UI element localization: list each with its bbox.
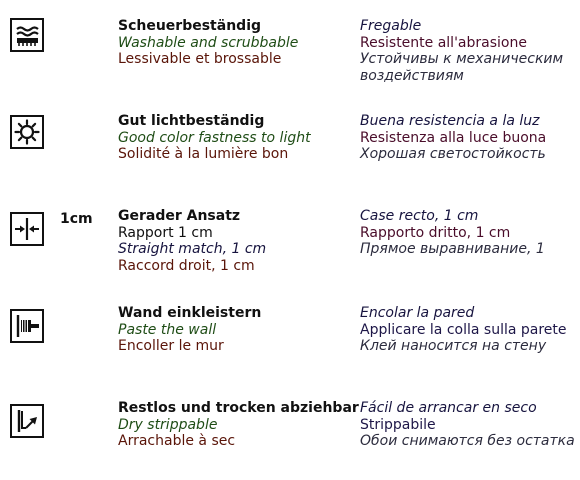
match-offset-label: 1cm xyxy=(60,211,93,227)
symbol-row-paste-wall xyxy=(0,305,580,385)
washable-scrubbable-icon xyxy=(10,18,44,52)
text-column-de-en-fr xyxy=(118,113,358,163)
text-column-de-en-fr xyxy=(118,208,358,274)
label-es: Buena resistencia a la luz xyxy=(360,113,540,129)
label-de: Wand einkleistern xyxy=(118,305,262,321)
text-column-de-en-fr xyxy=(118,305,358,355)
text-column-es-it-ru xyxy=(360,18,578,84)
label-fr: Encoller le mur xyxy=(118,338,224,354)
label-en: Washable and scrubbable xyxy=(118,34,299,51)
label-ru-cont: воздействиям xyxy=(360,67,464,84)
label-it: Applicare la colla sulla parete xyxy=(360,321,567,338)
label-fr: Lessivable et brossable xyxy=(118,51,282,67)
straight-match-icon xyxy=(10,212,44,246)
symbol-row-washable xyxy=(0,18,580,98)
label-ru: Обои снимаются без остатка xyxy=(360,433,575,449)
label-fr: Raccord droit, 1 cm xyxy=(118,257,255,274)
symbol-row-straight-match xyxy=(0,208,580,288)
label-fr: Arrachable à sec xyxy=(118,433,236,449)
label-es: Fácil de arrancar en seco xyxy=(360,400,537,416)
dry-strippable-icon xyxy=(10,404,44,438)
label-en: Dry strippable xyxy=(118,416,218,433)
label-it: Resistente all'abrasione xyxy=(360,34,527,51)
text-column-es-it-ru xyxy=(360,400,578,450)
label-en: Straight match, 1 cm xyxy=(118,241,267,257)
sun-lightfast-icon xyxy=(10,115,44,149)
symbol-row-lightfast xyxy=(0,113,580,193)
paste-the-wall-icon xyxy=(10,309,44,343)
text-column-es-it-ru xyxy=(360,208,578,258)
text-column-es-it-ru xyxy=(360,113,578,163)
label-es: Encolar la pared xyxy=(360,305,475,321)
label-de: Restlos und trocken abziehbar xyxy=(118,400,359,416)
label-es: Fregable xyxy=(360,18,422,34)
label-es: Case recto, 1 cm xyxy=(360,208,479,224)
label-it: Strippabile xyxy=(360,416,436,433)
label-ru: Хорошая светостойкость xyxy=(360,146,546,162)
label-en: Good color fastness to light xyxy=(118,129,311,146)
label-it: Rapporto dritto, 1 cm xyxy=(360,224,511,241)
label-en: Paste the wall xyxy=(118,321,217,338)
label-fr: Solidité à la lumière bon xyxy=(118,146,289,162)
label-de-rapport: Rapport 1 cm xyxy=(118,224,213,241)
label-de: Gerader Ansatz xyxy=(118,208,241,224)
symbol-row-dry-strippable xyxy=(0,400,580,480)
label-ru: Клей наносится на стену xyxy=(360,338,547,354)
label-ru: Прямое выравнивание, 1 xyxy=(360,241,545,257)
text-column-de-en-fr xyxy=(118,400,358,450)
label-it: Resistenza alla luce buona xyxy=(360,129,547,146)
label-ru: Устойчивы к механическим xyxy=(360,51,564,67)
text-column-es-it-ru xyxy=(360,305,578,355)
label-de: Gut lichtbeständig xyxy=(118,113,265,129)
label-de: Scheuerbeständig xyxy=(118,18,262,34)
text-column-de-en-fr xyxy=(118,18,358,68)
